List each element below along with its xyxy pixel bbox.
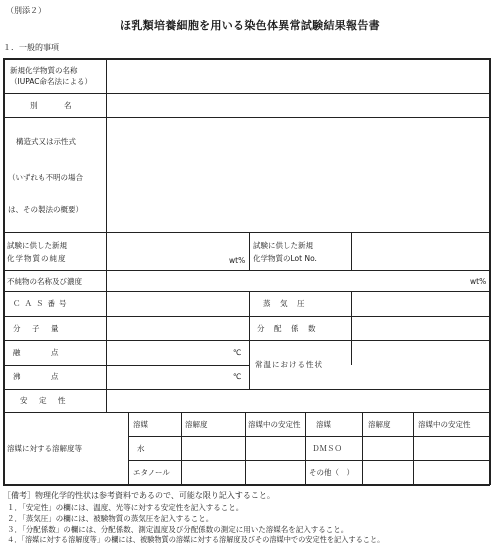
- column-line: [249, 232, 250, 270]
- solvent-water: 水: [137, 444, 145, 453]
- solubility-label: 溶媒に対する溶解度等: [7, 444, 82, 453]
- remark-4: ４．「溶媒に対する溶解度等」の欄には、被験物質の溶媒に対する溶解度及びその溶媒中での安定性を記入すること。: [7, 535, 385, 544]
- remark-2: ２．「蒸気圧」の欄には、被験物質の蒸気圧を記入すること。: [7, 514, 214, 523]
- melting-unit: ℃: [233, 348, 242, 357]
- solvent-ethanol: エタノール: [133, 468, 170, 477]
- impurity-label: 不純物の名称及び濃度: [7, 277, 82, 286]
- chemical-name-label: 新規化学物質の名称: [10, 66, 78, 75]
- solvent-stability-header-2: 溶媒中の安定性: [418, 420, 471, 429]
- structure-note-line1: （いずれも不明の場合: [8, 173, 83, 182]
- solubility-col-line: [413, 412, 414, 484]
- remarks-heading: ［備考］物理化学的性状は参考資料であるので、可能な限り記入すること。: [3, 491, 275, 500]
- section-heading: １．一般的事項: [3, 43, 59, 52]
- column-line: [249, 291, 250, 389]
- solvent-stability-header: 溶媒中の安定性: [248, 420, 301, 429]
- row-line: [3, 389, 490, 390]
- row-line: [3, 270, 490, 271]
- label-column-line: [106, 58, 107, 412]
- row-line: [3, 93, 490, 94]
- solubility-row-line: [128, 436, 490, 437]
- solvent-header-2: 溶媒: [316, 420, 331, 429]
- solubility-header-2: 溶解度: [368, 420, 391, 429]
- row-line: [3, 117, 490, 118]
- solubility-col-line: [181, 412, 182, 484]
- row-line: [3, 291, 490, 292]
- solubility-row-line: [128, 460, 490, 461]
- solvent-header: 溶媒: [133, 420, 148, 429]
- iupac-note-label: （IUPAC命名法による）: [10, 77, 92, 86]
- molecular-weight-label: 分 子 量: [13, 324, 61, 333]
- stability-label: 安 定 性: [20, 396, 68, 405]
- column-line: [351, 291, 352, 365]
- solubility-col-line: [305, 412, 306, 484]
- cas-number-label: ＣＡＳ番号: [13, 299, 71, 308]
- impurity-unit: wt%: [470, 277, 487, 286]
- row-line-partial: [3, 365, 249, 366]
- purity-label-line1: 試験に供した新規: [7, 241, 67, 250]
- row-line: [3, 232, 490, 233]
- purity-label-line2: 化学物質の純度: [7, 254, 67, 263]
- alias-label: 別 名: [30, 101, 73, 110]
- row-line: [3, 412, 490, 413]
- normal-temp-state-label: 常温における性状: [255, 360, 323, 369]
- structure-label: 構造式又は示性式: [16, 137, 76, 146]
- lot-label-line1: 試験に供した新規: [253, 241, 313, 250]
- boiling-unit: ℃: [233, 372, 242, 381]
- vapor-pressure-label: 蒸 気 圧: [263, 299, 306, 308]
- row-line: [3, 316, 490, 317]
- melting-point-label: 融 点: [13, 348, 61, 357]
- boiling-point-label: 沸 点: [13, 372, 61, 381]
- solubility-header: 溶解度: [185, 420, 208, 429]
- lot-label-line2: 化学物質のLot No.: [253, 254, 317, 263]
- structure-note-line2: は、その製法の概要）: [8, 205, 83, 214]
- table-border-top: [3, 58, 490, 60]
- solubility-col-line: [362, 412, 363, 484]
- solvent-other: その他（ ）: [309, 468, 354, 477]
- table-border-right: [489, 58, 491, 485]
- solubility-col-line: [128, 412, 129, 484]
- row-line: [3, 340, 490, 341]
- column-line: [351, 232, 352, 270]
- partition-coefficient-label: 分 配 係 数: [257, 324, 317, 333]
- annex-label: （別添２）: [6, 6, 46, 15]
- remark-1: １．「安定性」の欄には、温度、光等に対する安定性を記入すること。: [7, 503, 244, 512]
- purity-unit: wt%: [229, 256, 246, 265]
- solubility-col-line: [245, 412, 246, 484]
- page-title: ほ乳類培養細胞を用いる染色体異常試験結果報告書: [120, 19, 380, 32]
- solvent-dmso: ＤＭＳＯ: [312, 444, 342, 453]
- table-border-left: [3, 58, 5, 485]
- table-border-bottom: [3, 484, 490, 486]
- remark-3: ３．「分配係数」の欄には、分配係数、測定温度及び分配係数の測定に用いた溶媒名を記入すること。: [7, 525, 349, 534]
